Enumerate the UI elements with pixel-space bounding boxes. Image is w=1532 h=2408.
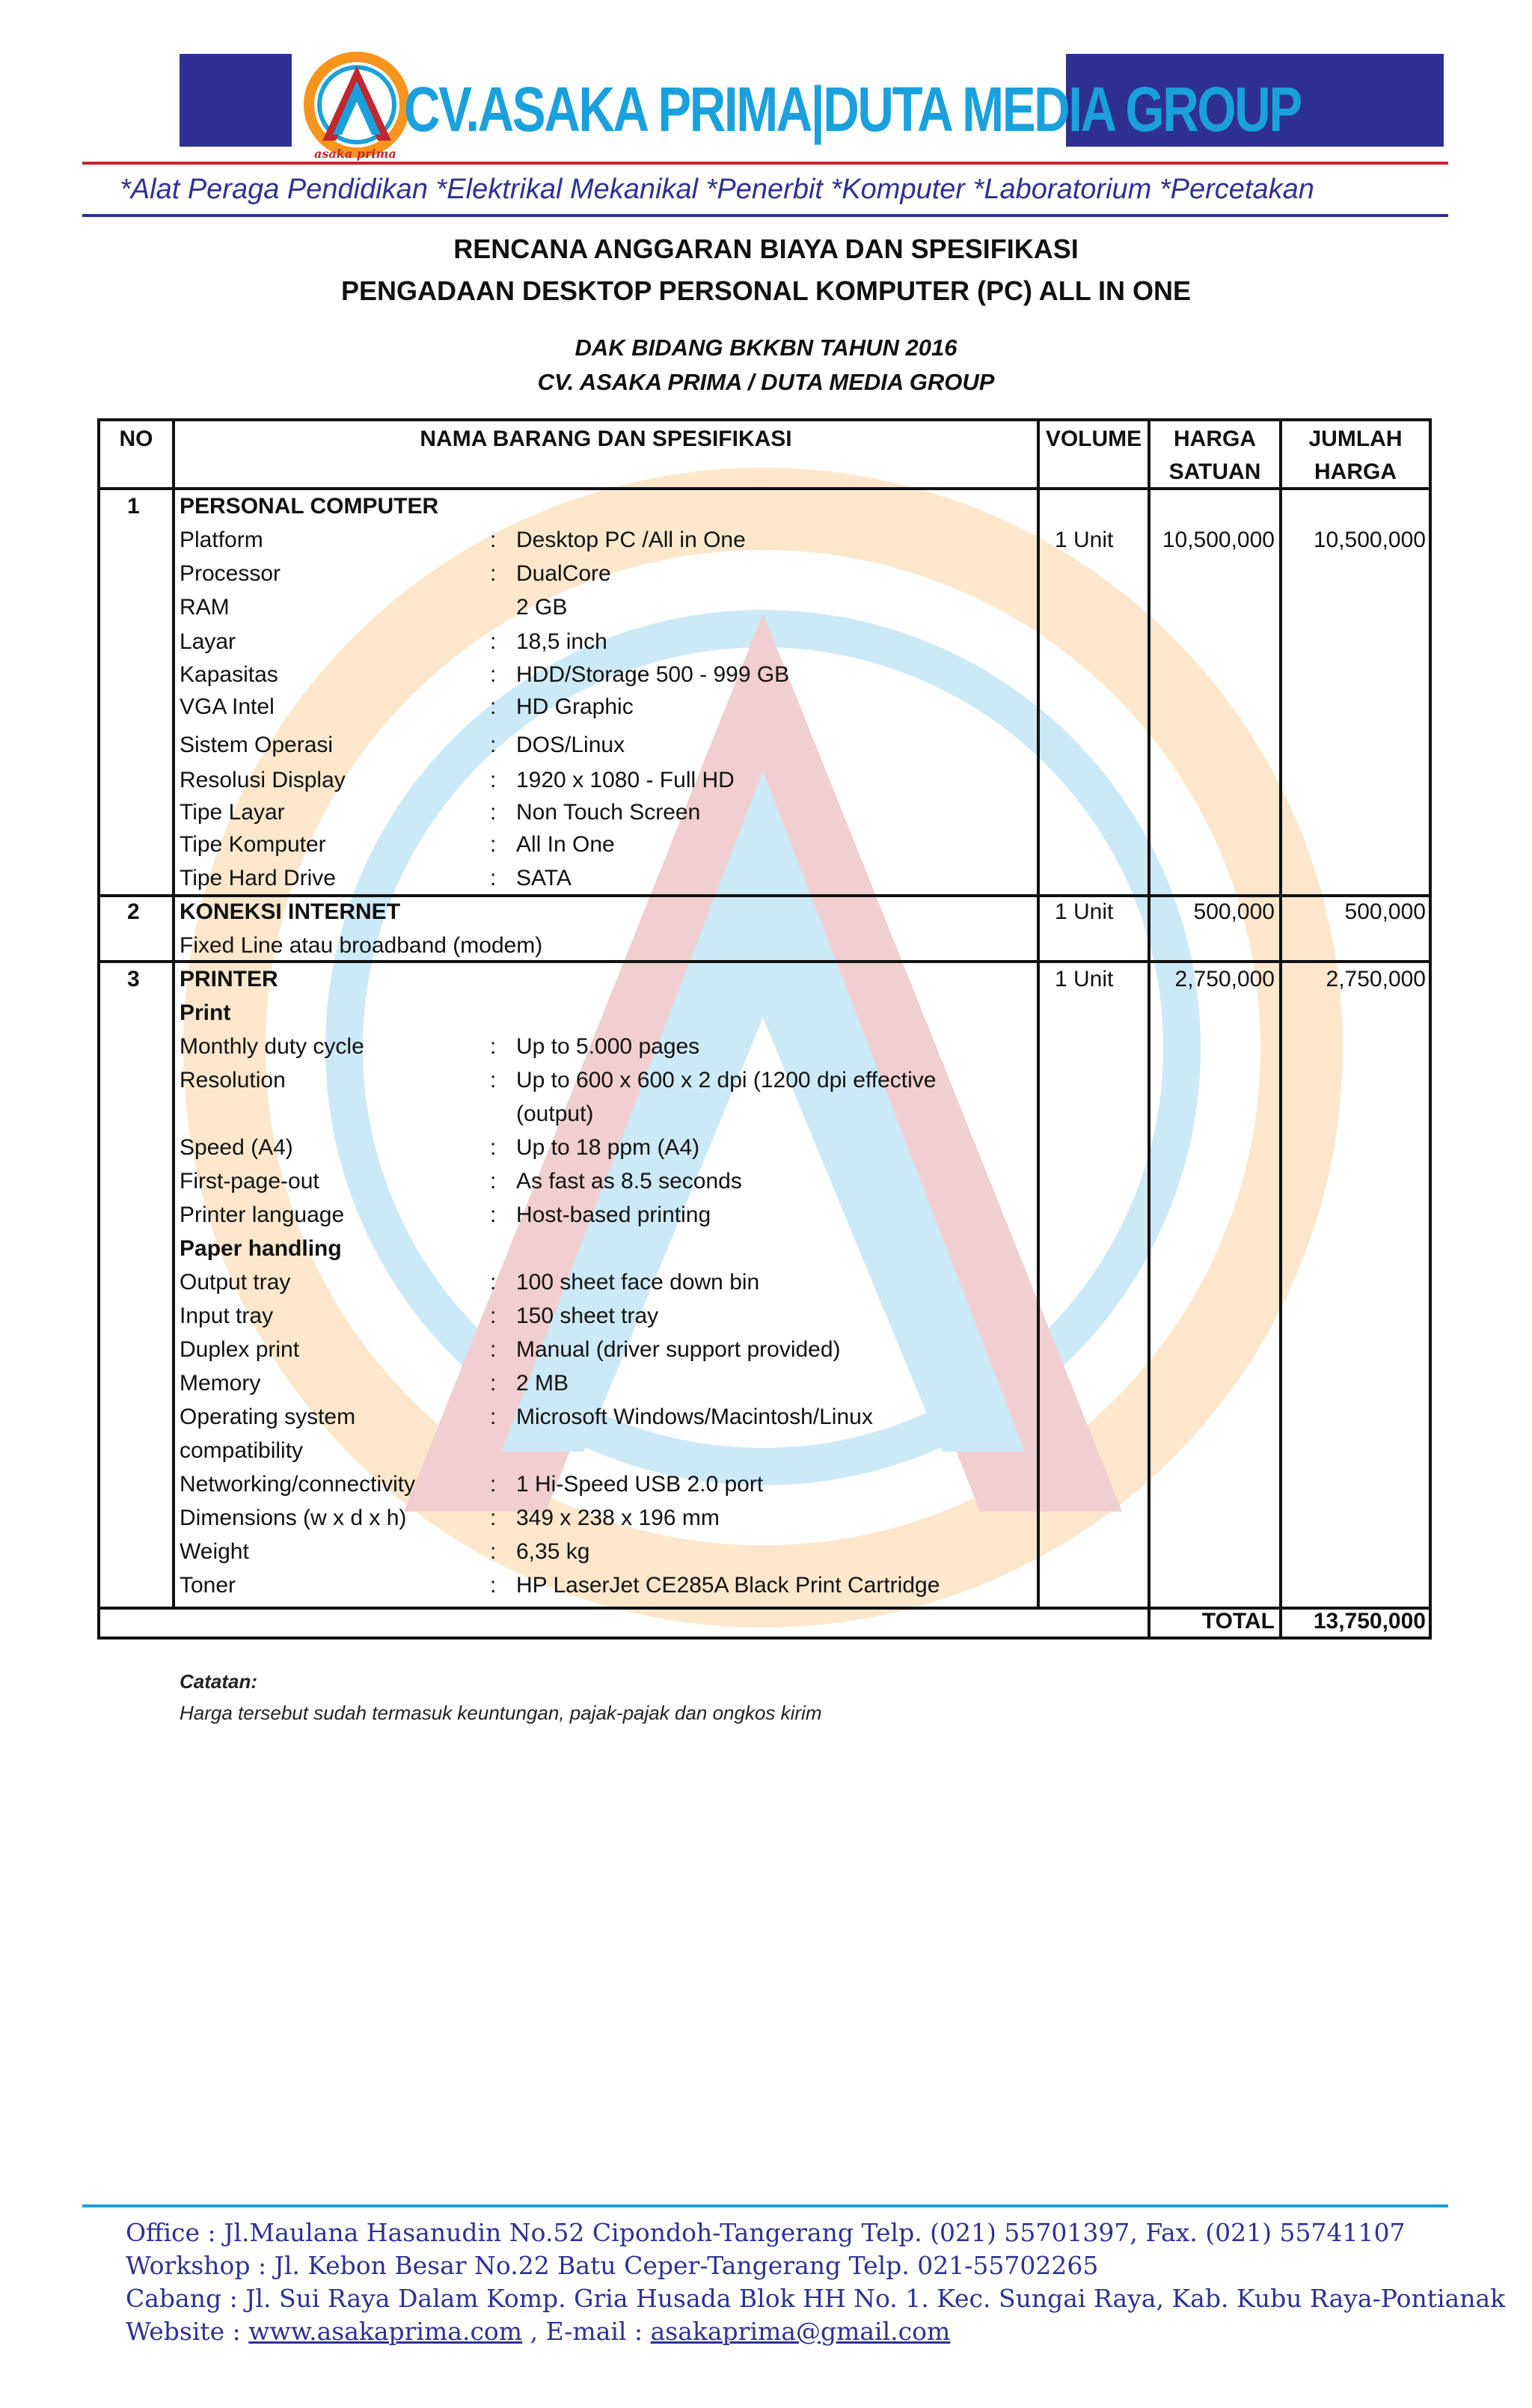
header-left-bar — [180, 54, 292, 147]
col-header-unit-price — [1150, 423, 1279, 489]
spec-label: Weight — [180, 1539, 249, 1564]
spec-label: Output tray — [180, 1270, 291, 1295]
col-header-total-line1: JUMLAH — [1308, 427, 1403, 451]
spec-label: Dimensions (w x d x h) — [180, 1506, 407, 1530]
company-name: CV.ASAKA PRIMA|DUTA MEDIA GROUP — [404, 74, 1301, 144]
spec-label-cont: compatibility — [180, 1438, 304, 1463]
footer-office-address: Office : Jl.Maulana Hasanudin No.52 Cipondoh-Tangerang Telp. (021) 55701397, Fax. (021) 55741107 — [126, 2218, 1406, 2247]
spec-label: Printer language — [180, 1203, 345, 1227]
spec-label: Input tray — [180, 1304, 274, 1328]
spec-value: 2 MB — [516, 1371, 569, 1396]
item-3-title: PRINTER — [180, 967, 278, 991]
company-tagline: *Alat Peraga Pendidikan *Elektrikal Mekanikal *Penerbit *Komputer *Laboratorium *Percetakan — [120, 174, 1314, 205]
item-2-description: Fixed Line atau broadband (modem) — [180, 933, 543, 958]
item-3-no: 3 — [127, 967, 140, 991]
logo-caption: asaka prima — [314, 147, 396, 161]
spec-value: Manual (driver support provided) — [516, 1337, 841, 1362]
spec-value: SATA — [516, 866, 572, 890]
item-2-title: KONEKSI INTERNET — [180, 899, 401, 924]
spec-separator: : — [490, 1506, 497, 1530]
document-title-line2: PENGADAAN DESKTOP PERSONAL KOMPUTER (PC) ALL IN ONE — [340, 275, 1192, 306]
spec-value: Non Touch Screen — [516, 800, 701, 825]
footer-contact — [126, 2317, 950, 2346]
spec-separator: : — [490, 800, 497, 825]
col-header-volume: VOLUME — [1045, 427, 1142, 451]
spec-label: Tipe Hard Drive — [180, 866, 336, 890]
spec-label: Speed (A4) — [180, 1135, 293, 1160]
footer-divider — [82, 2204, 1448, 2207]
item-1-volume: 1 Unit — [1055, 528, 1114, 552]
item-3-unit-price: 2,750,000 — [1174, 967, 1275, 991]
spec-label: First-page-out — [180, 1169, 319, 1194]
spec-value: HDD/Storage 500 - 999 GB — [516, 662, 790, 687]
header-red-divider — [82, 162, 1448, 165]
spec-label: Monthly duty cycle — [180, 1034, 364, 1059]
header-blue-divider — [82, 214, 1448, 217]
col-header-unit-price-line1: HARGA — [1174, 427, 1256, 451]
spec-value: HD Graphic — [516, 694, 634, 719]
spec-value: 1920 x 1080 - Full HD — [516, 768, 735, 792]
budget-table — [97, 418, 1432, 1640]
spec-separator: : — [490, 1371, 497, 1396]
spec-separator: : — [490, 768, 497, 792]
item-3-volume: 1 Unit — [1055, 967, 1114, 991]
spec-separator: : — [490, 1573, 497, 1598]
spec-label: Toner — [180, 1573, 236, 1598]
document-subtitle-line2: CV. ASAKA PRIMA / DUTA MEDIA GROUP — [537, 369, 995, 395]
item-1-unit-price: 10,500,000 — [1162, 528, 1275, 552]
spec-label: Processor — [180, 561, 281, 586]
spec-label: VGA Intel — [180, 694, 275, 719]
spec-separator: : — [490, 1405, 497, 1429]
spec-value: DOS/Linux — [516, 733, 625, 757]
col-header-unit-price-line2: SATUAN — [1168, 459, 1261, 484]
footer-email-label: , E-mail : — [522, 2317, 651, 2346]
total-label: TOTAL — [1201, 1609, 1275, 1634]
spec-label: Duplex print — [180, 1337, 300, 1362]
col-header-no: NO — [119, 427, 153, 451]
spec-separator: : — [490, 629, 497, 654]
spec-separator: : — [490, 662, 497, 687]
website-link[interactable]: www.asakaprima.com — [248, 2317, 523, 2346]
spec-separator: : — [490, 561, 497, 586]
spec-label: Networking/connectivity — [180, 1472, 416, 1497]
item-1-no: 1 — [127, 494, 140, 519]
spec-value: 1 Hi-Speed USB 2.0 port — [516, 1472, 764, 1497]
spec-label: Layar — [180, 629, 236, 654]
document-subtitle-line1: DAK BIDANG BKKBN TAHUN 2016 — [574, 334, 958, 361]
spec-separator: : — [490, 1135, 497, 1160]
item-3-subtitle-print: Print — [180, 1000, 231, 1025]
spec-separator: : — [490, 1337, 497, 1362]
spec-label: Resolution — [180, 1068, 286, 1093]
spec-value: 6,35 kg — [516, 1539, 590, 1564]
col-header-total-line2: HARGA — [1314, 459, 1397, 484]
document-title-line1: RENCANA ANGGARAN BIAYA DAN SPESIFIKASI — [453, 233, 1079, 264]
company-logo-icon — [303, 51, 411, 159]
spec-label: Kapasitas — [180, 662, 278, 687]
spec-value: HP LaserJet CE285A Black Print Cartridge — [516, 1573, 940, 1598]
col-header-total — [1282, 423, 1429, 489]
spec-value: Up to 18 ppm (A4) — [516, 1135, 700, 1160]
spec-value: DualCore — [516, 561, 611, 586]
spec-value: Up to 5.000 pages — [516, 1034, 700, 1059]
spec-value: Host-based printing — [516, 1203, 711, 1227]
spec-label: RAM — [180, 595, 230, 620]
item-2-no: 2 — [127, 899, 140, 924]
spec-separator: : — [490, 694, 497, 719]
spec-separator: : — [490, 1539, 497, 1564]
spec-label: Tipe Layar — [180, 800, 285, 825]
spec-label: Sistem Operasi — [180, 733, 334, 757]
spec-label: Platform — [180, 528, 263, 552]
footer-website-label: Website : — [126, 2317, 249, 2346]
spec-value: All In One — [516, 832, 615, 857]
spec-value-cont: (output) — [516, 1101, 594, 1126]
item-2-unit-price: 500,000 — [1193, 899, 1275, 924]
item-3-total: 2,750,000 — [1326, 967, 1426, 991]
spec-label: Tipe Komputer — [180, 832, 326, 857]
spec-label: Memory — [180, 1371, 261, 1396]
spec-separator: : — [490, 1304, 497, 1328]
item-3-subtitle-paper-handling: Paper handling — [180, 1236, 342, 1261]
spec-value: As fast as 8.5 seconds — [516, 1169, 742, 1194]
spec-separator: : — [490, 528, 497, 552]
spec-separator: : — [490, 1169, 497, 1194]
item-1-title: PERSONAL COMPUTER — [180, 494, 439, 519]
item-1-total: 10,500,000 — [1313, 528, 1426, 552]
email-link[interactable]: asakaprima@gmail.com — [650, 2317, 951, 2346]
item-2-volume: 1 Unit — [1055, 899, 1114, 924]
spec-separator: : — [490, 1472, 497, 1497]
notes-text: Harga tersebut sudah termasuk keuntungan, pajak-pajak dan ongkos kirim — [180, 1702, 822, 1724]
spec-separator: : — [490, 1270, 497, 1295]
spec-label: Operating system — [180, 1405, 356, 1429]
spec-value: Desktop PC /All in One — [516, 528, 746, 552]
spec-separator: : — [490, 1203, 497, 1227]
item-2-total: 500,000 — [1344, 899, 1426, 924]
spec-value: Microsoft Windows/Macintosh/Linux — [516, 1405, 873, 1429]
spec-separator: : — [490, 1034, 497, 1059]
spec-value: 18,5 inch — [516, 629, 607, 654]
spec-separator: : — [490, 733, 497, 757]
spec-value: 100 sheet face down bin — [516, 1270, 760, 1295]
footer-branch-address: Cabang : Jl. Sui Raya Dalam Komp. Gria Husada Blok HH No. 1. Kec. Sungai Raya, Kab. Kubu Raya-Pontianak — [126, 2284, 1506, 2313]
spec-value: Up to 600 x 600 x 2 dpi (1200 dpi effective — [516, 1068, 937, 1093]
spec-separator: : — [490, 832, 497, 857]
spec-value: 150 sheet tray — [516, 1304, 659, 1328]
spec-value: 349 x 238 x 196 mm — [516, 1506, 720, 1530]
spec-value: 2 GB — [516, 595, 568, 620]
spec-label: Resolusi Display — [180, 768, 346, 792]
spec-separator: : — [490, 1068, 497, 1093]
notes-heading: Catatan: — [180, 1670, 258, 1693]
col-header-name: NAMA BARANG DAN SPESIFIKASI — [420, 427, 792, 451]
spec-separator: : — [490, 866, 497, 890]
grand-total: 13,750,000 — [1313, 1609, 1426, 1634]
footer-workshop-address: Workshop : Jl. Kebon Besar No.22 Batu Ceper-Tangerang Telp. 021-55702265 — [126, 2251, 1099, 2280]
